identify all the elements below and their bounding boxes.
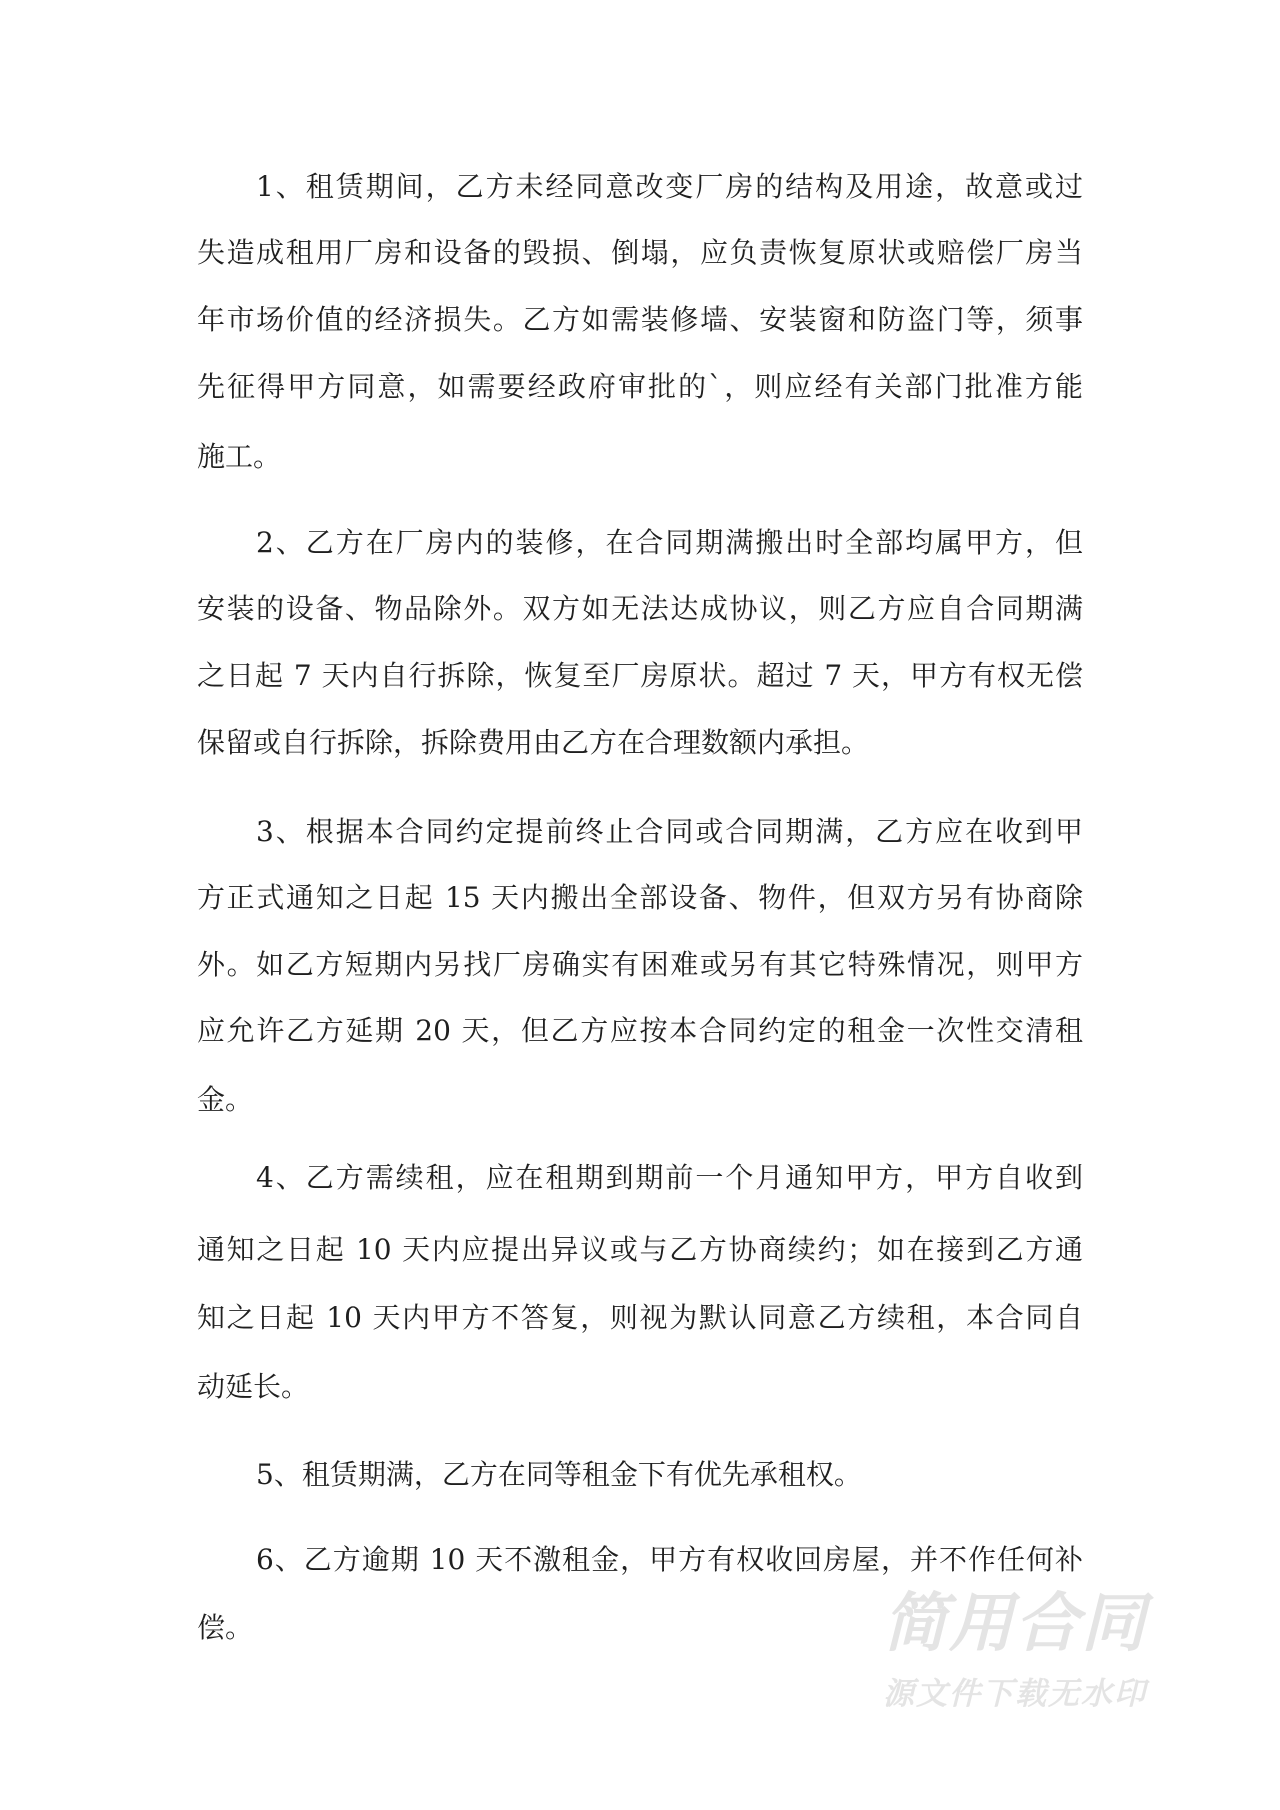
clause-1-line-4: 先征得甲方同意，如需要经政府审批的`，则应经有关部门批准方能 xyxy=(197,370,1083,403)
clause-1-line-3: 年市场价值的经济损失。乙方如需装修墙、安装窗和防盗门等，须事 xyxy=(197,303,1083,336)
clause-5-line-1: 5、租赁期满，乙方在同等租金下有优先承租权。 xyxy=(256,1458,862,1491)
clause-3-line-2: 方正式通知之日起 15 天内搬出全部设备、物件，但双方另有协商除 xyxy=(197,881,1083,914)
clause-3-line-3: 外。如乙方短期内另找厂房确实有困难或另有其它特殊情况，则甲方 xyxy=(197,948,1083,981)
clause-1-line-1: 1、租赁期间，乙方未经同意改变厂房的结构及用途，故意或过 xyxy=(256,170,1083,203)
clause-1-line-2: 失造成租用厂房和设备的毁损、倒塌，应负责恢复原状或赔偿厂房当 xyxy=(197,236,1083,269)
watermark xyxy=(883,1587,1179,1712)
clause-6-line-1: 6、乙方逾期 10 天不激租金，甲方有权收回房屋，并不作任何补 xyxy=(256,1543,1083,1576)
clause-2-line-2: 安装的设备、物品除外。双方如无法达成协议，则乙方应自合同期满 xyxy=(197,592,1083,625)
clause-4-line-4: 动延长。 xyxy=(197,1370,310,1403)
watermark-subtitle: 源文件下载无水印 xyxy=(883,1676,1147,1712)
watermark-title: 简用合同 xyxy=(883,1587,1147,1661)
clause-2-line-1: 2、乙方在厂房内的装修，在合同期满搬出时全部均属甲方，但 xyxy=(256,526,1083,559)
clause-4-line-2: 通知之日起 10 天内应提出异议或与乙方协商续约；如在接到乙方通 xyxy=(197,1233,1083,1266)
clause-4-line-1: 4、乙方需续租，应在租期到期前一个月通知甲方，甲方自收到 xyxy=(256,1161,1083,1194)
clause-3-line-4: 应允许乙方延期 20 天，但乙方应按本合同约定的租金一次性交清租 xyxy=(197,1014,1083,1047)
clause-1-line-5: 施工。 xyxy=(197,440,282,473)
clause-4-line-3: 知之日起 10 天内甲方不答复，则视为默认同意乙方续租，本合同自 xyxy=(197,1301,1083,1334)
clause-3-line-1: 3、根据本合同约定提前终止合同或合同期满，乙方应在收到甲 xyxy=(256,815,1083,848)
clause-2-line-3: 之日起 7 天内自行拆除，恢复至厂房原状。超过 7 天，甲方有权无偿 xyxy=(197,659,1083,692)
clause-2-line-4: 保留或自行拆除，拆除费用由乙方在合理数额内承担。 xyxy=(197,726,870,759)
clause-3-line-5: 金。 xyxy=(197,1083,254,1116)
clause-6-line-2: 偿。 xyxy=(197,1611,254,1644)
